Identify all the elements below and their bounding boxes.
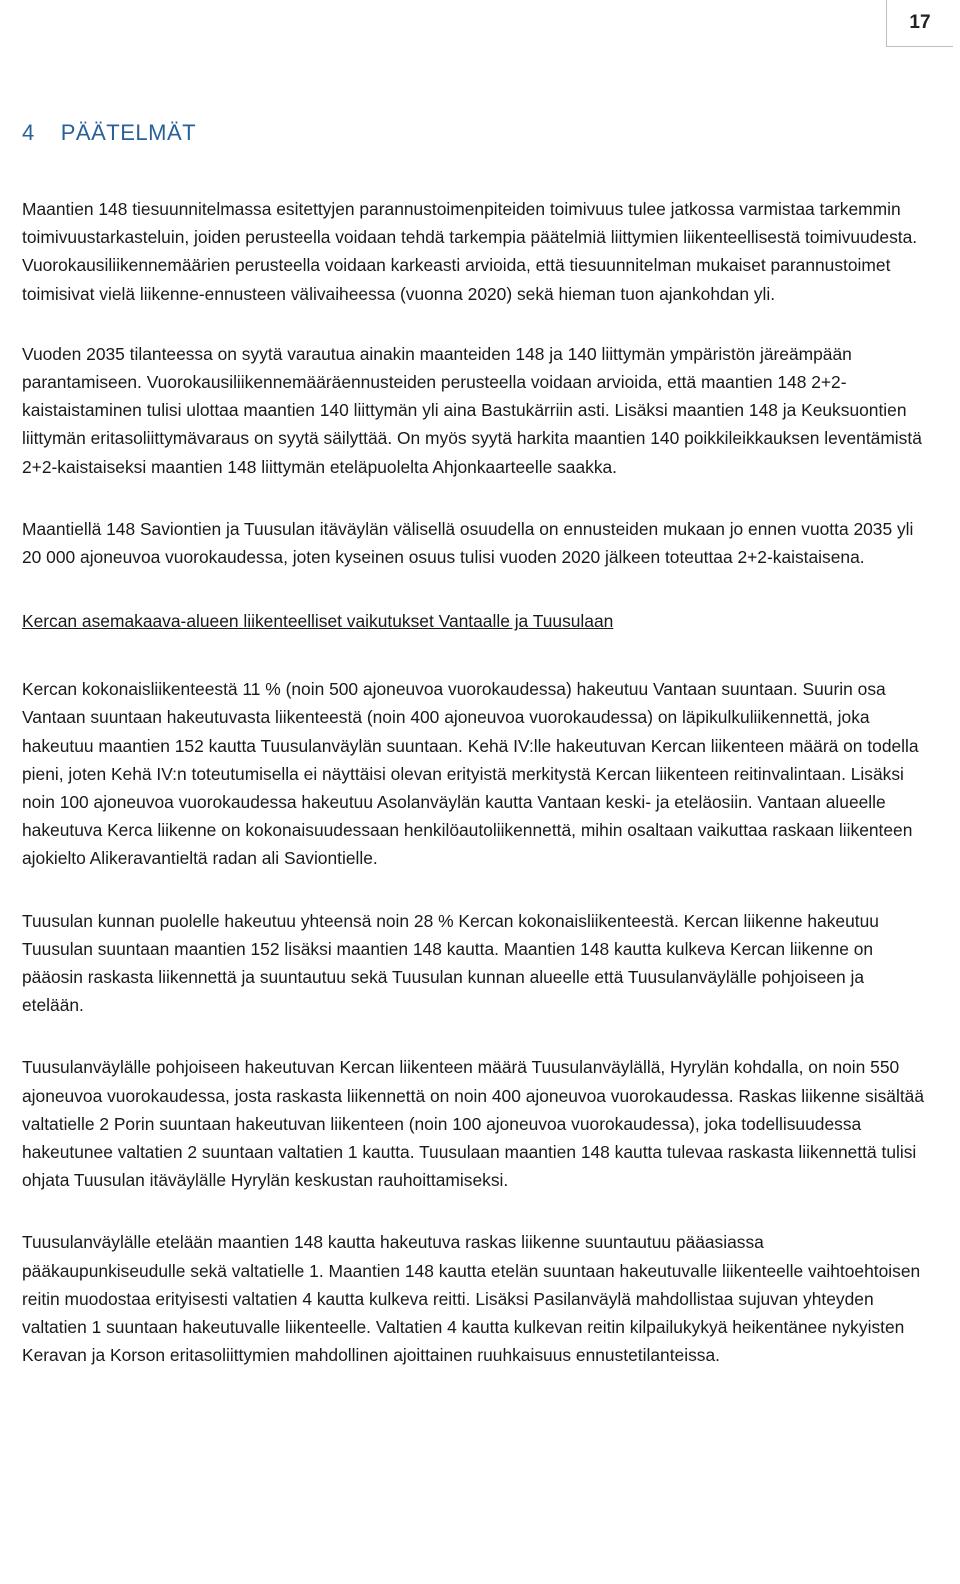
paragraph-5: Tuusulan kunnan puolelle hakeutuu yhteensä noin 28 % Kercan kokonaisliikenteestä. Kercan liikenne hakeutuu Tuusulan suuntaan maantien 152 lisäksi maantien 148 kautta. Maantien 148 kautta kulkeva Kercan liikenne on pääosin raskasta liikennettä ja suuntautuu sekä Tuusulan kunnan alueelle että Tuusulanväylälle pohjoiseen ja etelään. xyxy=(22,910,879,1016)
document-body xyxy=(22,195,926,1370)
section-number: 4 xyxy=(22,120,35,145)
paragraph-3: Maantiellä 148 Saviontien ja Tuusulan itäväylän välisellä osuudella on ennusteiden mukaan jo ennen vuotta 2035 yli 20 000 ajoneuvoa vuorokaudessa, joten kyseinen osuus tulisi vuoden 2020 jälkeen toteuttaa 2+2-kaistaisena. xyxy=(22,518,914,568)
paragraph-6: Tuusulanväylälle pohjoiseen hakeutuvan Kercan liikenteen määrä Tuusulanväylällä, Hyrylän kohdalla, on noin 550 ajoneuvoa vuorokaudessa, josta raskasta liikennettä on noin 400 ajoneuvoa vuorokaudessa. Raskas liikenne sisältää valtatielle 2 Porin suuntaan hakeutuvan liikenteen (noin 100 ajoneuvoa vuorokaudessa), joka todellisuudessa hakeutunee valtatien 2 suuntaan valtatien 1 kautta. Tuusulaan maantien 148 kautta tulevaa raskasta liikennettä tulisi ohjata Tuusulan itäväylälle Hyrylän keskustan rauhoittamiseksi. xyxy=(22,1057,924,1191)
section-title: PÄÄTELMÄT xyxy=(60,120,197,145)
paragraph-2: Vuoden 2035 tilanteessa on syytä varautua ainakin maanteiden 148 ja 140 liittymän ympäristön järeämpään parantamiseen. Vuorokausiliikennemääräennusteiden perusteella voidaan arvioida, että maantien 148 2+2-kaistaistaminen tulisi ulottaa maantien 140 liittymän yli aina Bastukärriin asti. Lisäksi maantien 148 ja Keuksuontien liittymän eritasoliittymävaraus on syytä säilyttää. On myös syytä harkita maantien 140 poikkileikkauksen leventämistä 2+2-kaistaiseksi maantien 148 liittymän eteläpuolelta Ahjonkaarteelle saakka. xyxy=(22,343,922,477)
paragraph-4: Kercan kokonaisliikenteestä 11 % (noin 500 ajoneuvoa vuorokaudessa) hakeutuu Vantaan suuntaan. Suurin osa Vantaan suuntaan hakeutuvasta liikenteestä (noin 400 ajoneuvoa vuorokaudessa) on läpikulkuliikennettä, joka hakeutuu maantien 152 kautta Tuusulanväylän suuntaan. Kehä IV:lle hakeutuvan Kercan liikenteen määrä on todella pieni, joten Kehä IV:n toteutumisella ei näyttäisi olevan erityistä merkitystä Kercan liikenteen reitinvalintaan. Lisäksi noin 100 ajoneuvoa vuorokaudessa hakeutuu Asolanväylän kautta Vantaan keski- ja eteläosiin. Vantaan alueelle hakeutuva Kerca liikenne on kokonaisuudessaan henkilöautoliikennettä, mihin osaltaan vaikuttaa raskaan liikenteen ajokielto Alikeravantieltä radan ali Saviontielle. xyxy=(22,679,919,869)
paragraph-7: Tuusulanväylälle etelään maantien 148 kautta hakeutuva raskas liikenne suuntautuu pääasiassa pääkaupunkiseudulle sekä valtatielle 1. Maantien 148 kautta etelän suuntaan hakeutuvalle liikenteelle vaihtoehtoisen reitin muodostaa erityisesti valtatien 4 kautta kulkeva reitti. Lisäksi Pasilanväylä mahdollistaa sujuvan yhteyden valtatien 1 suuntaan hakeutuvalle liikenteelle. Valtatien 4 kautta kulkevan reitin kilpailukykyä heikentänee nykyisten Keravan ja Korson eritasoliittymien mahdollinen ajoittainen ruuhkaisuus ennustetilanteissa. xyxy=(22,1232,921,1366)
subheading: Kercan asemakaava-alueen liikenteelliset vaikutukset Vantaalle ja Tuusulaan xyxy=(22,611,614,632)
page-number: 17 xyxy=(909,12,931,33)
page-header xyxy=(0,0,960,48)
paragraph-1: Maantien 148 tiesuunnitelmassa esitettyjen parannustoimenpiteiden toimivuus tulee jatkossa varmistaa tarkemmin toimivuustarkasteluin, joiden perusteella voidaan tehdä tarkempia päätelmiä liittymien liikenteellisestä toimivuudesta. Vuorokausiliikennemäärien perusteella voidaan karkeasti arvioida, että tiesuunnitelman mukaiset parannustoimet toimisivat vielä liikenne-ennusteen välivaiheessa (vuonna 2020) sekä hieman tuon ajankohdan yli. xyxy=(22,199,918,304)
page-number-box xyxy=(886,0,953,47)
section-heading xyxy=(22,120,196,146)
